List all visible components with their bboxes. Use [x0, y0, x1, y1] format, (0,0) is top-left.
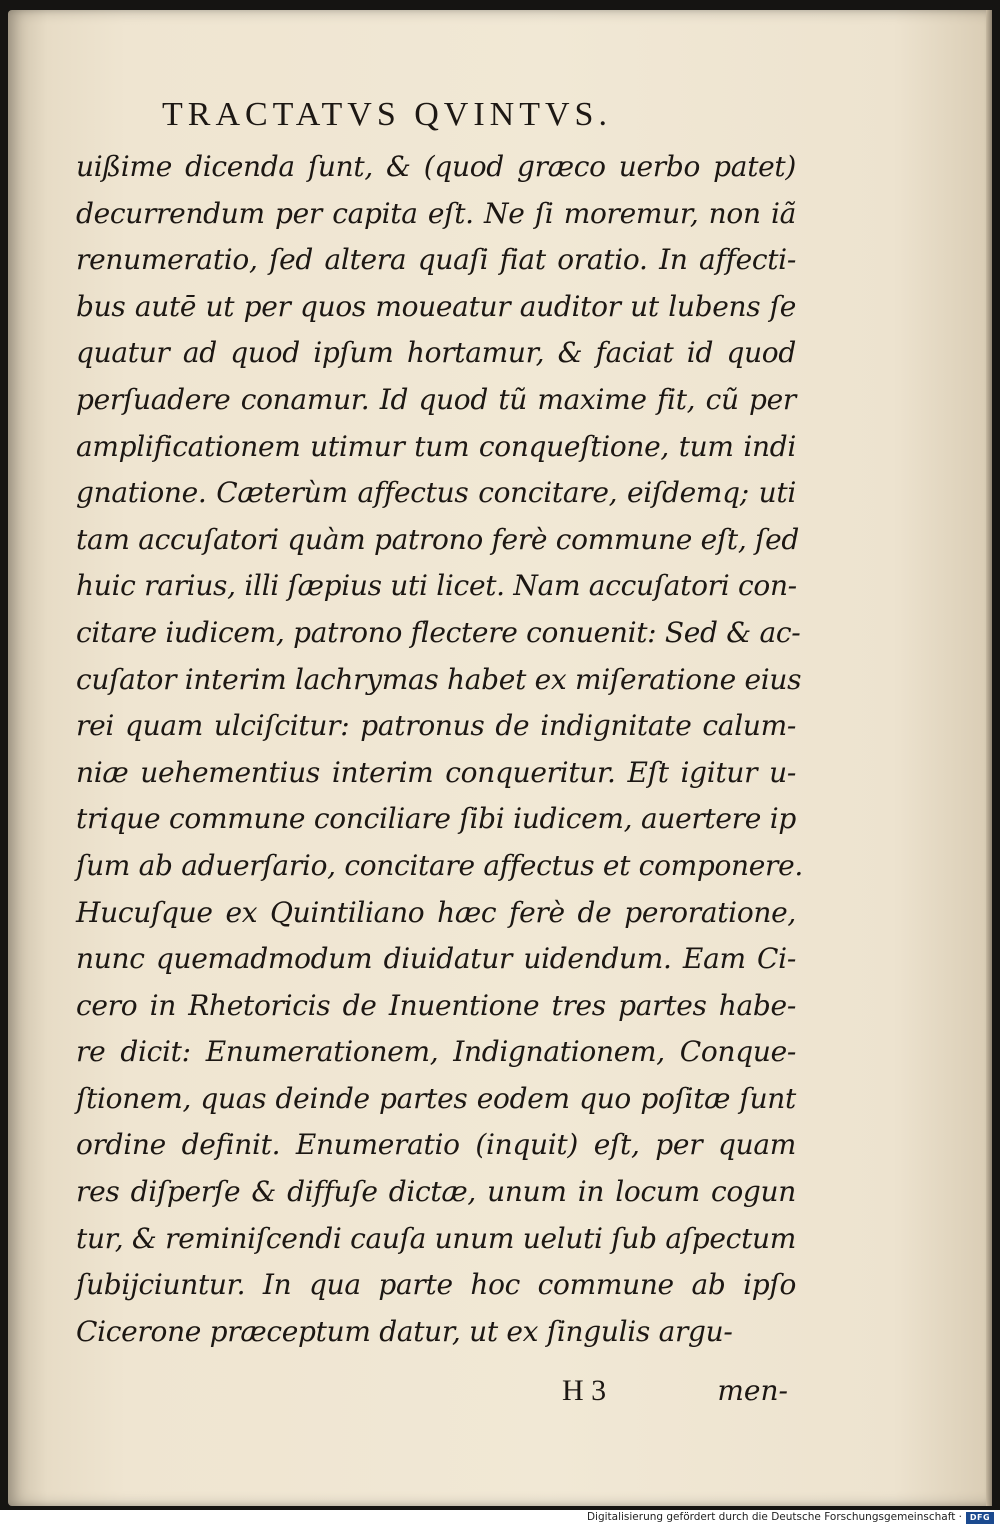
body-text — [76, 144, 804, 1355]
text-line: tam accuſatori quàm patrono ferè commune eſt, ſed — [76, 522, 800, 556]
text-line: gnatione. Cæterùm affectus concitare, eiſdemq; uti — [76, 476, 796, 510]
running-head: TRACTATVS QVINTVS. — [162, 96, 612, 133]
text-line: ſum ab aduerſario, concitare affectus et componere. — [76, 848, 804, 882]
text-line: uißime dicenda ſunt, & (quod græco uerbo patet) — [76, 150, 796, 183]
text-line: huic rarius, illi ſæpius uti licet. Nam accuſatori con- — [76, 569, 797, 603]
dfg-logo-icon: DFG — [966, 1512, 994, 1524]
text-line: res diſperſe & diffuſe dictæ, unum in locum cogun — [76, 1175, 796, 1209]
text-line: tur, & reminiſcendi cauſa unum ueluti ſub aſpectum — [76, 1221, 797, 1255]
text-line: Hucuſque ex Quintiliano hæc ferè de peroratione, — [76, 895, 796, 929]
page-footer-marks — [76, 1374, 796, 1420]
text-line: bus autē ut per quos moueatur auditor ut lubens ſe — [76, 289, 796, 323]
text-line: quatur ad quod ipſum hortamur, & faciat id quod — [76, 336, 796, 370]
text-line: trique commune conciliare ſibi iudicem, auertere ip — [76, 802, 796, 836]
text-line: amplificationem utimur tum conqueſtione, tum indi — [76, 429, 796, 463]
text-line: decurrendum per capita eſt. Ne ſi moremur, non iã — [76, 196, 796, 230]
text-line: niæ uehementius interim conqueritur. Eſt igitur u- — [76, 755, 796, 789]
page-edge — [986, 10, 992, 1506]
text-line: rei quam ulciſcitur: patronus de indignitate calum- — [76, 709, 796, 743]
text-line: ſubijciuntur. In qua parte hoc commune ab ipſo — [76, 1268, 796, 1302]
text-line: nunc quemadmodum diuidatur uidendum. Eam Ci- — [76, 942, 796, 976]
text-line: Cicerone præceptum datur, ut ex ſingulis argu- — [76, 1314, 733, 1348]
text-line: ſtionem, quas deinde partes eodem quo poſitæ ſunt — [76, 1081, 796, 1115]
text-line: citare iudicem, patrono flectere conuenit: Sed & ac- — [76, 615, 801, 649]
text-line: ordine definit. Enumeratio (inquit) eſt, per quam — [76, 1128, 796, 1162]
text-line: re dicit: Enumerationem, Indignationem, Conque- — [76, 1035, 796, 1069]
text-line: perſuadere conamur. Id quod tũ maxime fit, cũ per — [76, 382, 796, 416]
funding-notice: Digitalisierung gefördert durch die Deutsche Forschungsgemeinschaft · — [586, 1511, 962, 1523]
book-page — [8, 10, 992, 1506]
catchword: men- — [717, 1374, 788, 1407]
text-line: renumeratio, ſed altera quaſi fiat oratio. In affecti- — [76, 243, 796, 277]
text-line: cero in Rhetoricis de Inuentione tres partes habe- — [76, 988, 796, 1022]
text-line: cuſator interim lachrymas habet ex miſeratione eius — [76, 662, 802, 696]
signature-mark: H 3 — [562, 1374, 607, 1407]
digitization-footer — [0, 1510, 1000, 1527]
